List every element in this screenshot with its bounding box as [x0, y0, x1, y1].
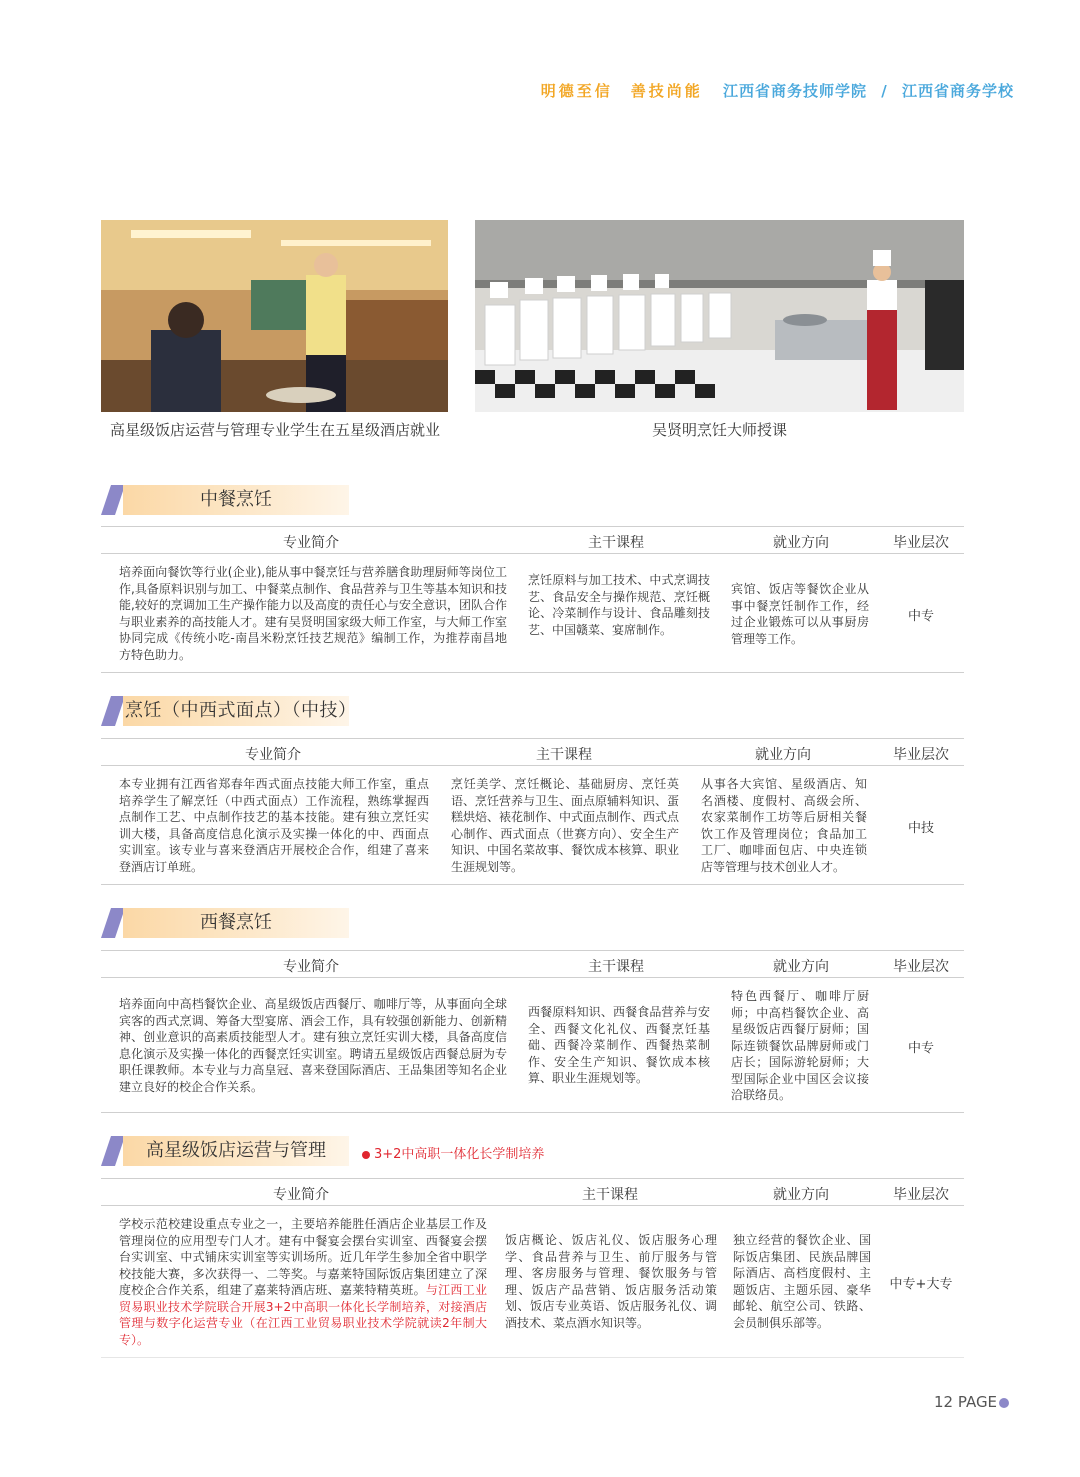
intro-main: 学校示范校建设重点专业之一，主要培养能胜任酒店企业基层工作及管理岗位的应用型专门人才。建有中餐宴会摆台实训室、西餐宴会摆台实训室、中式铺床实训室等实训场所。近几年学生参加全省中职学校技能大赛，多次获得一、二等奖。与嘉莱特国际饭店集团建立了深度校企合作关系，组建了嘉莱特酒店班、嘉莱特精英班。	[119, 1217, 487, 1297]
section-marker-icon	[101, 485, 125, 515]
school-name-2: 江西省商务学校	[901, 82, 1014, 100]
section-title-text: 中餐烹饪	[200, 489, 272, 510]
header-intro: 专业简介	[245, 747, 301, 763]
table-western-cuisine	[101, 950, 964, 1113]
intro-text	[119, 1216, 487, 1348]
banner-separator: /	[881, 82, 888, 100]
courses-text: 西餐原料知识、西餐食品营养与安全、西餐文化礼仪、西餐烹饪基础、西餐冷菜制作、西餐热菜制作、安全生产知识、餐饮成本核算、职业生涯规划等。	[528, 1005, 710, 1085]
red-dot-icon	[362, 1151, 370, 1159]
header-level: 毕业层次	[893, 959, 949, 975]
header-level: 毕业层次	[893, 1187, 949, 1203]
header-jobs: 就业方向	[773, 1187, 829, 1203]
section-title-text: 高星级饭店运营与管理	[146, 1140, 326, 1161]
header-jobs: 就业方向	[755, 747, 811, 763]
header-intro: 专业简介	[283, 959, 339, 975]
header-intro: 专业简介	[283, 535, 339, 551]
program-note	[362, 1143, 544, 1162]
header-jobs: 就业方向	[773, 959, 829, 975]
table-header	[101, 951, 964, 978]
section-marker-icon	[101, 1136, 125, 1166]
table-header	[101, 527, 964, 554]
table-pastry	[101, 738, 964, 885]
section-title-pastry	[101, 696, 357, 726]
header-banner	[0, 80, 1014, 101]
header-level: 毕业层次	[893, 535, 949, 551]
intro-text: 培养面向餐饮等行业(企业),能从事中餐烹饪与营养膳食助理厨师等岗位工作,具备原料识别与加工、中餐菜点制作、食品营养与卫生等基本知识和技能,较好的烹调加工生产操作能力以及高度的责任心与安全意识，团队合作与职业素养的高技能人才。建有吴贤明国家级大师工作室，与大师工作室协同完成《传统小吃-南昌米粉烹饪技艺规范》编制工作，为推荐南昌地方特色助力。	[119, 565, 507, 662]
page-dot-icon	[999, 1398, 1009, 1408]
photo-caption-1: 高星级饭店运营与管理专业学生在五星级酒店就业	[109, 421, 440, 439]
section-title-hotel-management	[101, 1136, 351, 1166]
section-marker-icon	[101, 696, 125, 726]
section-title-text: 西餐烹饪	[200, 912, 272, 933]
jobs-text: 特色西餐厅、咖啡厅厨师；中高档餐饮企业、高星级饭店西餐厅厨师；国际连锁餐饮品牌厨师或门店长；国际游轮厨师；大型国际企业中国区会议接洽联络员。	[731, 989, 869, 1102]
jobs-text: 从事各大宾馆、星级酒店、知名酒楼、度假村、高级会所、农家菜制作工坊等后厨相关餐饮工作及管理岗位；食品加工工厂、咖啡面包店、中央连锁店等管理与技术创业人才。	[701, 777, 867, 874]
table-hotel-management	[101, 1178, 964, 1358]
header-courses: 主干课程	[582, 1187, 638, 1203]
courses-text: 饭店概论、饭店礼仪、饭店服务心理学、食品营养与卫生、前厅服务与管理、客房服务与管理、餐饮服务与管理、饭店产品营销、饭店服务活动策划、饭店专业英语、饭店服务礼仪、调酒技术、菜点酒水知识等。	[505, 1233, 717, 1330]
table-chinese-cuisine	[101, 526, 964, 673]
section-title-text: 烹饪（中西式面点）（中技）	[125, 700, 357, 721]
school-motto: 明德至信 善技尚能	[540, 82, 703, 100]
header-courses: 主干课程	[588, 535, 644, 551]
school-name-1: 江西省商务技师学院	[723, 82, 868, 100]
table-header	[101, 739, 964, 766]
header-courses: 主干课程	[536, 747, 592, 763]
table-header	[101, 1179, 964, 1206]
courses-text: 烹饪美学、烹饪概论、基础厨房、烹饪英语、烹饪营养与卫生、面点原辅料知识、蛋糕烘焙、裱花制作、中式面点制作、西式点心制作、西式面点（世赛方向）、安全生产知识、中国名菜故事、餐饮成本核算、职业生涯规划等。	[451, 777, 680, 874]
jobs-text: 宾馆、饭店等餐饮企业从事中餐烹饪制作工作，经过企业锻炼可以从事厨房管理等工作。	[731, 582, 869, 646]
courses-text: 烹饪原料与加工技术、中式烹调技艺、食品安全与操作规范、烹饪概论、冷菜制作与设计、食品雕刻技艺、中国赣菜、宴席制作。	[528, 573, 710, 637]
level-text: 中专+大专	[889, 1277, 953, 1292]
section-title-chinese-cuisine	[101, 485, 351, 515]
intro-text: 培养面向中高档餐饮企业、高星级饭店西餐厅、咖啡厅等，从事面向全球宾客的西式烹调、筹备大型宴席、酒会工作，具有较强创新能力、创新精神、创业意识的高素质技能型人才。建有独立烹饪实训大楼，具备高度信息化演示及实操一体化的西餐烹饪实训室。聘请五星级饭店西餐总厨为专职任课教师。本专业与力高皇冠、喜来登国际酒店、王品集团等知名企业建立良好的校企合作关系。	[119, 997, 507, 1094]
level-text: 中专	[907, 1041, 934, 1056]
header-intro: 专业简介	[273, 1187, 329, 1203]
intro-text: 本专业拥有江西省郑春年西式面点技能大师工作室，重点培养学生了解烹饪（中西式面点）工作流程，熟练掌握西点制作工艺、中点制作技艺的基本技能。建有独立烹饪实训大楼，具备高度信息化演示及实操一体化的中、西面点实训室。该专业与喜来登酒店开展校企合作，组建了喜来登酒店订单班。	[119, 777, 429, 874]
page-number	[934, 1393, 1009, 1411]
header-jobs: 就业方向	[773, 535, 829, 551]
intro-highlight: 与江西工业贸易职业技术学院联合开展3+2中高职一体化长学制培养，对接酒店管理与数字化运营专业（在江西工业贸易职业技术学院就读2年制大专）。	[119, 1283, 487, 1347]
hotel-lobby-photo	[101, 220, 448, 412]
section-title-western-cuisine	[101, 908, 351, 938]
page-number-text: 12 PAGE	[934, 1393, 998, 1411]
photo-caption-2: 吴贤明烹饪大师授课	[651, 421, 787, 439]
level-text: 中技	[907, 821, 934, 836]
header-level: 毕业层次	[893, 747, 949, 763]
header-courses: 主干课程	[588, 959, 644, 975]
cooking-class-photo	[475, 220, 964, 412]
section-marker-icon	[101, 908, 125, 938]
jobs-text: 独立经营的餐饮企业、国际饭店集团、民族品牌国际酒店、高档度假村、主题饭店、主题乐园、豪华邮轮、航空公司、铁路、会员制俱乐部等。	[733, 1233, 871, 1330]
level-text: 中专	[907, 609, 934, 624]
program-note-text: 3+2中高职一体化长学制培养	[374, 1147, 545, 1162]
